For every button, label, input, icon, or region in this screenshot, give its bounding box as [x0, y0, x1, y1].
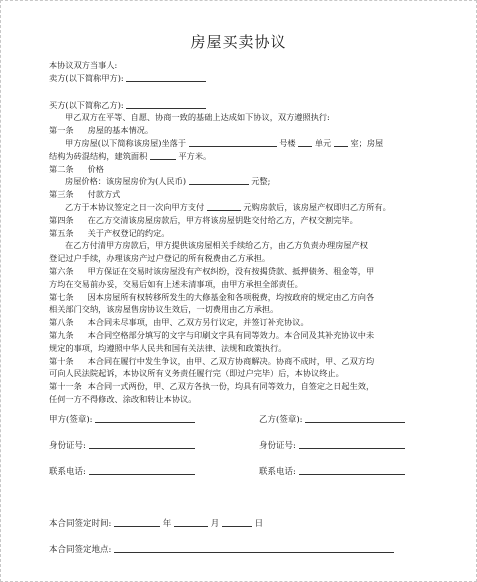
party-a-id-label: 身份证号:	[49, 441, 86, 451]
seller-line	[49, 72, 439, 85]
article-title: 价格	[87, 163, 104, 174]
party-a-id	[49, 439, 195, 451]
article-text: 甲方保证在交易时该房屋没有产权纠纷，没有按揭贷款、抵押债务、租金等，甲	[87, 265, 375, 276]
address-field[interactable]	[189, 137, 277, 147]
article-3-heading	[49, 188, 439, 201]
sign-time-label: 本合同签定时间:	[49, 519, 112, 529]
sign-date-line	[49, 517, 263, 529]
buyer-label: 买方(以下简称乙方):	[49, 99, 124, 110]
party-a-signature	[49, 413, 195, 425]
party-b-phone	[259, 465, 405, 477]
article-2-line	[49, 175, 439, 188]
intro-line: 本协议双方当事人:	[49, 60, 118, 70]
article-title: 房屋的基本情况。	[87, 125, 154, 136]
article-11	[49, 380, 439, 393]
article-5-line-2: 登记过户手续，办理该房产过户登记的所有税费由乙方承担。	[49, 253, 271, 264]
article-number: 第九条	[49, 329, 74, 340]
article-number: 第七条	[49, 291, 74, 302]
article-text: 号楼	[279, 137, 296, 148]
article-number: 第五条	[49, 227, 74, 238]
article-5-heading	[49, 227, 439, 240]
article-11-line-2: 任何一方不得修改、涂改和转让本协议。	[49, 393, 197, 404]
article-text: 本合同一式两份，甲、乙双方各执一份，均具有同等效力，自签定之日起生效，	[87, 381, 375, 392]
party-b-id-field[interactable]	[299, 439, 405, 449]
sign-place-field[interactable]	[114, 543, 394, 553]
article-5-line-1: 在乙方付清甲方房款后，甲方提供该房屋相关手续给乙方，由乙方负责办理房屋产权	[65, 240, 368, 251]
article-2-heading	[49, 163, 439, 176]
day-field[interactable]	[222, 517, 252, 527]
day-label: 日	[254, 519, 264, 529]
article-1-line-2	[49, 150, 439, 163]
article-7-line-2: 相关部门交纳，该房屋售房协议生效后，一切费用由乙方承担。	[49, 304, 279, 315]
article-1-heading	[49, 124, 439, 137]
article-number: 第八条	[49, 317, 74, 328]
article-3-line	[49, 201, 439, 214]
unit-field[interactable]	[334, 137, 348, 147]
party-b-phone-field[interactable]	[299, 465, 405, 475]
party-a-phone	[49, 465, 195, 477]
article-text: 本合同在履行中发生争议，由甲、乙双方协商解决。协商不成时，甲、乙双方均	[87, 355, 375, 366]
article-number: 第六条	[49, 265, 74, 276]
article-text: 因本房屋所有权转移所发生的大修基金和各项税费，均按政府的规定由乙方向各	[87, 291, 375, 302]
article-text: 室；房屋	[350, 137, 384, 148]
article-9	[49, 329, 439, 342]
party-a-phone-field[interactable]	[89, 465, 195, 475]
article-title: 关于产权登记的约定。	[87, 227, 170, 238]
contract-body	[49, 59, 439, 406]
party-b-sign-label: 乙方(签章):	[259, 415, 303, 425]
year-field[interactable]	[114, 517, 160, 527]
party-a-sign-label: 甲方(签章):	[49, 415, 93, 425]
article-number: 第十条	[49, 355, 74, 366]
sign-place-line	[49, 543, 394, 555]
article-text: 房屋价格：该房屋房价为(人民币)	[65, 176, 187, 187]
article-text: 元整;	[251, 176, 271, 187]
article-number: 第三条	[49, 189, 74, 200]
buyer-line	[49, 99, 439, 112]
party-b-phone-label: 联系电话:	[259, 467, 296, 477]
party-a-sign-field[interactable]	[95, 413, 195, 423]
party-b-signature	[259, 413, 405, 425]
article-text: 乙方于本协议签定之日一次向甲方支付	[65, 201, 205, 212]
article-10-line-2: 可向人民法院起诉，本协议所有义务责任履行完（即过户完毕）后，本协议终止。	[49, 368, 344, 379]
price-field[interactable]	[189, 175, 249, 185]
article-8	[49, 316, 439, 329]
buyer-name-field[interactable]	[126, 99, 206, 109]
building-field[interactable]	[298, 137, 312, 147]
document-title: 房屋买卖协议	[190, 33, 287, 51]
article-title: 付款方式	[87, 189, 121, 200]
party-a-phone-label: 联系电话:	[49, 467, 86, 477]
article-text: 甲方房屋(以下简称该房屋)坐落于	[65, 137, 187, 148]
article-number: 第二条	[49, 163, 74, 174]
article-number: 第四条	[49, 214, 74, 225]
article-number: 第一条	[49, 125, 74, 136]
article-10	[49, 355, 439, 368]
article-9-line-2: 规定的事项，均遵照中华人民共和国有关法律、法规和政策执行。	[49, 342, 287, 353]
article-text: 结构为砖混结构，建筑面积	[49, 150, 148, 161]
article-text: 本合同空格部分填写的文字与印刷文字具有同等效力。本合同及其补充协议中未	[87, 329, 375, 340]
article-text: 在乙方交清该房屋房款后，甲方将该房屋钥匙交付给乙方，产权交割完毕。	[87, 214, 358, 225]
area-field[interactable]	[150, 150, 176, 160]
article-6	[49, 265, 439, 278]
article-text: 元购房款后，该房屋产权即归乙方所有。	[243, 201, 391, 212]
year-label: 年	[162, 519, 172, 529]
payment-field[interactable]	[207, 201, 241, 211]
party-b-id-label: 身份证号:	[259, 441, 296, 451]
seller-name-field[interactable]	[126, 72, 206, 82]
month-label: 月	[210, 519, 220, 529]
party-b-id	[259, 439, 405, 451]
article-text: 单元	[314, 137, 332, 148]
article-6-line-2: 方均在交易前办妥，交易后如有上述未清事项，由甲方承担全部责任。	[49, 278, 303, 289]
article-4	[49, 214, 439, 227]
party-a-id-field[interactable]	[89, 439, 195, 449]
month-field[interactable]	[174, 517, 208, 527]
party-b-sign-field[interactable]	[305, 413, 405, 423]
article-text: 本合同未尽事项，由甲、乙双方另行议定，并签订补充协议。	[87, 317, 309, 328]
article-1-line-1	[49, 137, 439, 150]
article-text: 平方米。	[178, 150, 212, 161]
sign-place-label: 本合同签定地点:	[49, 545, 112, 555]
article-7	[49, 291, 439, 304]
preamble: 甲乙双方在平等、自愿、协商一致的基础上达成如下协议，双方遵照执行:	[65, 112, 330, 123]
article-number: 第十一条	[49, 381, 82, 392]
seller-label: 卖方(以下简称甲方):	[49, 72, 124, 83]
